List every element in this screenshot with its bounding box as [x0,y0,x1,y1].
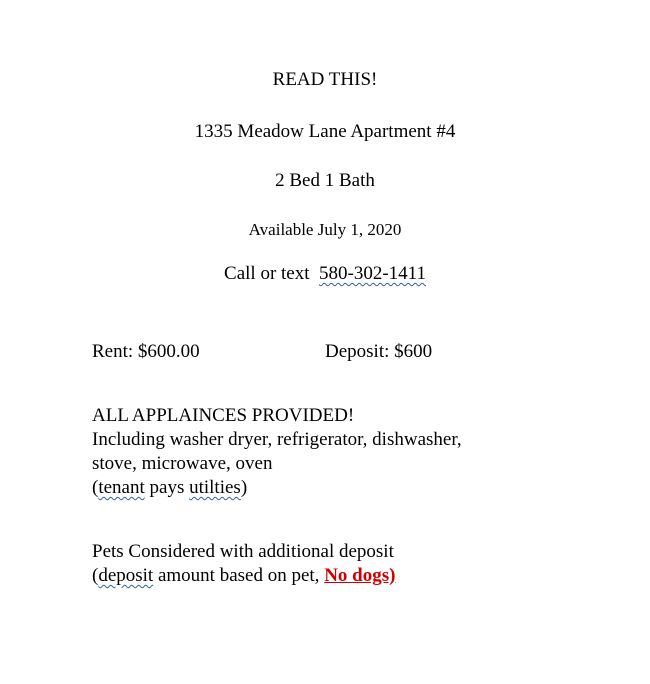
appliances-heading: ALL APPLAINCES PROVIDED! [92,405,355,426]
pets-word-deposit: deposit [98,565,154,586]
pets-line-1: Pets Considered with additional deposit [92,541,394,562]
availability-date: Available July 1, 2020 [248,220,402,239]
appliances-section [92,404,462,500]
rent-amount: Rent: $600.00 [92,341,200,362]
contact-prefix: Call or text [224,263,310,284]
phone-number: 580-302-1411 [319,263,426,284]
utilities-word-tenant: tenant [98,477,145,498]
deposit-amount: Deposit: $600 [325,341,433,362]
pets-section [92,540,395,588]
appliances-line-2: stove, microwave, oven [92,453,273,474]
utilities-note: (tenant pays utilties) [92,477,248,498]
no-dogs-highlight: No dogs) [324,565,396,586]
appliances-line-1: Including washer dryer, refrigerator, dishwasher, [92,429,462,450]
bed-bath: 2 Bed 1 Bath [275,170,375,191]
utilities-word-utilties: utilties [189,477,241,498]
pets-line-2: (deposit amount based on pet, No dogs) [92,565,396,586]
address: 1335 Meadow Lane Apartment #4 [194,121,456,142]
contact-line [0,263,650,285]
page-title: READ THIS! [272,69,378,90]
